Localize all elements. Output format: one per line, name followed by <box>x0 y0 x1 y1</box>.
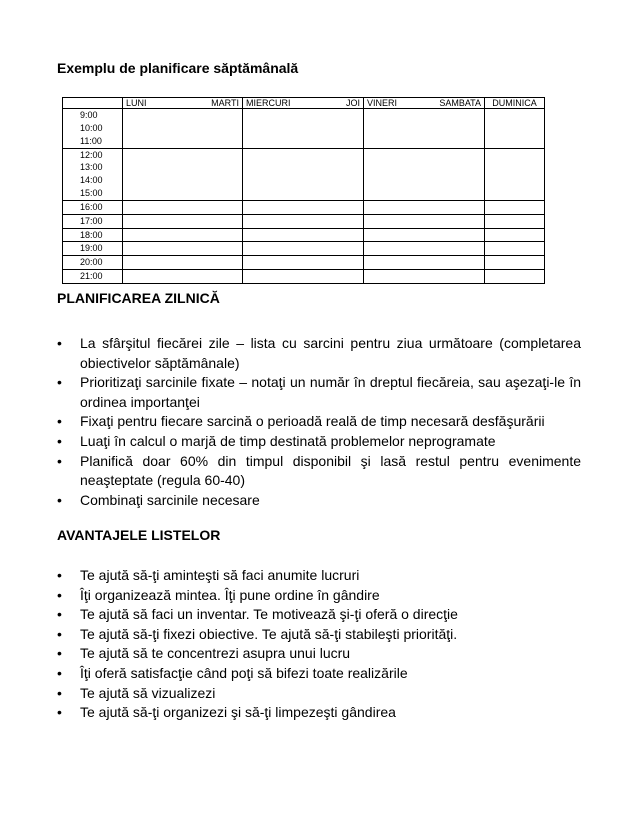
schedule-cell <box>485 270 545 284</box>
schedule-cell <box>123 242 243 256</box>
schedule-cell <box>123 256 243 270</box>
time-label: 21:00 <box>63 270 123 284</box>
schedule-cell <box>485 122 545 135</box>
list-item-text: Combinaţi sarcinile necesare <box>80 491 260 508</box>
schedule-cell <box>364 109 485 122</box>
list-item <box>57 566 581 586</box>
list-item-text: Fixaţi pentru fiecare sarcină o perioadă reală de timp necesară desfăşurării <box>80 413 545 430</box>
schedule-header-row <box>63 98 545 109</box>
schedule-cell <box>243 174 364 187</box>
bullet-icon: • <box>57 374 62 391</box>
schedule-cell <box>485 161 545 174</box>
schedule-cell <box>485 242 545 256</box>
schedule-row <box>63 161 545 174</box>
schedule-cell <box>243 148 364 161</box>
schedule-cell <box>243 270 364 284</box>
schedule-cell <box>485 200 545 214</box>
bullet-icon: • <box>57 625 62 642</box>
list-item <box>57 703 581 723</box>
schedule-cell <box>485 228 545 242</box>
time-label: 13:00 <box>63 161 123 174</box>
schedule-cell <box>364 174 485 187</box>
list-item <box>57 625 581 645</box>
schedule-cell <box>364 187 485 200</box>
schedule-cell <box>243 161 364 174</box>
schedule-cell <box>364 122 485 135</box>
bullet-icon: • <box>57 413 62 430</box>
list-item-text: Planifică doar 60% din timpul disponibil şi lasă restul pentru evenimente neaşteptate (regula 60-40) <box>80 452 581 489</box>
day-label-joi: JOI <box>345 98 360 108</box>
day-label-miercuri: MIERCURI <box>246 98 291 108</box>
time-label: 18:00 <box>63 228 123 242</box>
bullet-icon: • <box>57 684 62 701</box>
list-item-text: Te ajută să faci un inventar. Te motivează şi-ţi oferă o direcţie <box>80 606 458 623</box>
list-item <box>57 491 581 511</box>
daily-planning-list <box>57 334 581 510</box>
time-label: 17:00 <box>63 214 123 228</box>
schedule-row <box>63 122 545 135</box>
bullet-icon: • <box>57 586 62 603</box>
schedule-cell <box>243 214 364 228</box>
list-item <box>57 432 581 452</box>
schedule-row <box>63 148 545 161</box>
day-label-vineri: VINERI <box>367 98 398 108</box>
bullet-icon: • <box>57 335 62 351</box>
schedule-cell <box>485 135 545 148</box>
header-pair-3 <box>364 98 485 109</box>
list-item <box>57 452 581 491</box>
list-item <box>57 412 581 432</box>
time-label: 9:00 <box>63 109 123 122</box>
list-item-text: Luaţi în calcul o marjă de timp destinată problemelor neprogramate <box>80 432 496 449</box>
schedule-cell <box>243 200 364 214</box>
list-item-text: Te ajută să-ţi aminteşti să faci anumite lucruri <box>80 567 360 583</box>
bullet-icon: • <box>57 432 62 449</box>
weekly-schedule-table <box>62 97 545 284</box>
list-item-text: Prioritizaţi sarcinile fixate – notaţi un număr în dreptul fiecăreia, sau aşezaţi-le în ordinea importanţei <box>80 374 581 410</box>
time-label: 10:00 <box>63 122 123 135</box>
schedule-cell <box>243 256 364 270</box>
schedule-row <box>63 135 545 148</box>
day-label-marti: MARTI <box>211 98 239 108</box>
schedule-cell <box>364 214 485 228</box>
schedule-cell <box>123 270 243 284</box>
list-item <box>57 664 581 684</box>
day-label-duminica: DUMINICA <box>485 98 545 109</box>
schedule-cell <box>123 135 243 148</box>
day-label-luni: LUNI <box>126 98 147 108</box>
time-label: 14:00 <box>63 174 123 187</box>
schedule-cell <box>364 242 485 256</box>
list-item-text: Îţi organizează mintea. Îţi pune ordine în gândire <box>80 586 380 603</box>
schedule-cell <box>243 122 364 135</box>
bullet-icon: • <box>57 452 62 469</box>
schedule-cell <box>364 270 485 284</box>
schedule-row <box>63 256 545 270</box>
list-item <box>57 334 581 373</box>
schedule-cell <box>123 161 243 174</box>
schedule-cell <box>364 200 485 214</box>
list-item-text: La sfârşitul fiecărei zile – lista cu sarcini pentru ziua următoare (completarea obiectivelor săptămânale) <box>80 335 581 371</box>
schedule-cell <box>485 214 545 228</box>
time-label: 12:00 <box>63 148 123 161</box>
schedule-cell <box>123 122 243 135</box>
bullet-icon: • <box>57 491 62 508</box>
time-label: 16:00 <box>63 200 123 214</box>
schedule-cell <box>485 174 545 187</box>
header-pair-2 <box>243 98 364 109</box>
list-item-text: Te ajută să vizualizezi <box>80 684 216 701</box>
list-item <box>57 605 581 625</box>
schedule-cell <box>485 187 545 200</box>
schedule-cell <box>243 135 364 148</box>
day-label-sambata: SAMBATA <box>439 98 481 108</box>
schedule-row <box>63 242 545 256</box>
list-item <box>57 586 581 606</box>
schedule-cell <box>364 161 485 174</box>
time-label: 19:00 <box>63 242 123 256</box>
schedule-row <box>63 228 545 242</box>
schedule-cell <box>243 228 364 242</box>
list-item <box>57 684 581 704</box>
schedule-cell <box>364 256 485 270</box>
bullet-icon: • <box>57 664 62 681</box>
schedule-cell <box>364 228 485 242</box>
list-benefits-list <box>57 566 581 723</box>
time-label: 15:00 <box>63 187 123 200</box>
bullet-icon: • <box>57 567 62 583</box>
schedule-cell <box>243 187 364 200</box>
list-item <box>57 373 581 412</box>
list-item-text: Te ajută să-ţi organizezi şi să-ţi limpezeşti gândirea <box>80 704 396 721</box>
schedule-row <box>63 174 545 187</box>
schedule-row <box>63 214 545 228</box>
page-title: Exemplu de planificare săptămânală <box>57 60 299 76</box>
schedule-cell <box>364 148 485 161</box>
schedule-cell <box>123 109 243 122</box>
bullet-icon: • <box>57 645 62 662</box>
schedule-row <box>63 200 545 214</box>
header-pair-1 <box>123 98 243 109</box>
schedule-cell <box>485 109 545 122</box>
time-label: 20:00 <box>63 256 123 270</box>
schedule-cell <box>123 228 243 242</box>
schedule-row <box>63 187 545 200</box>
schedule-row <box>63 270 545 284</box>
list-item-text: Îţi oferă satisfacţie când poţi să bifezi toate realizările <box>80 664 408 681</box>
schedule-row <box>63 109 545 122</box>
schedule-cell <box>243 242 364 256</box>
schedule-cell <box>123 200 243 214</box>
schedule-cell <box>123 148 243 161</box>
time-label: 11:00 <box>63 135 123 148</box>
schedule-cell <box>364 135 485 148</box>
schedule-cell <box>485 256 545 270</box>
bullet-icon: • <box>57 606 62 623</box>
list-item <box>57 644 581 664</box>
schedule-corner-cell <box>63 98 123 109</box>
schedule-cell <box>123 174 243 187</box>
bullet-icon: • <box>57 704 62 721</box>
schedule-cell <box>123 214 243 228</box>
list-benefits-heading: AVANTAJELE LISTELOR <box>57 527 221 543</box>
list-item-text: Te ajută să-ţi fixezi obiective. Te ajută să-ţi stabileşti priorităţi. <box>80 625 458 642</box>
daily-planning-heading: PLANIFICAREA ZILNICĂ <box>57 290 220 306</box>
schedule-cell <box>243 109 364 122</box>
list-item-text: Te ajută să te concentrezi asupra unui lucru <box>80 645 351 662</box>
schedule-cell <box>123 187 243 200</box>
schedule-cell <box>485 148 545 161</box>
